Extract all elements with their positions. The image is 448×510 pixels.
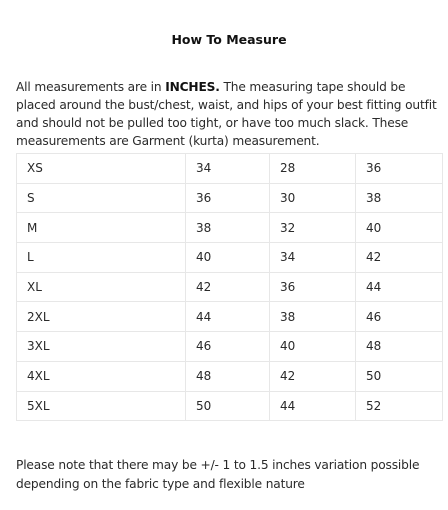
table-row <box>17 243 443 273</box>
size-cell: L <box>17 243 186 273</box>
measure-cell: 50 <box>186 391 270 421</box>
table-row <box>17 332 443 362</box>
intro-paragraph <box>16 78 448 150</box>
table-row <box>17 213 443 243</box>
measure-cell: 40 <box>356 213 443 243</box>
measure-cell: 46 <box>356 302 443 332</box>
measure-cell: 48 <box>356 332 443 362</box>
size-chart-table <box>16 153 443 421</box>
measure-cell: 38 <box>270 302 356 332</box>
measure-cell: 32 <box>270 213 356 243</box>
measure-cell: 36 <box>356 154 443 184</box>
measure-cell: 36 <box>186 183 270 213</box>
measure-cell: 40 <box>270 332 356 362</box>
measure-cell: 42 <box>270 361 356 391</box>
measure-cell: 42 <box>186 272 270 302</box>
intro-lead: All measurements are in <box>16 80 166 94</box>
table-row <box>17 361 443 391</box>
size-cell: XS <box>17 154 186 184</box>
size-cell: M <box>17 213 186 243</box>
size-cell: 5XL <box>17 391 186 421</box>
measure-cell: 40 <box>186 243 270 273</box>
measure-cell: 42 <box>356 243 443 273</box>
table-row <box>17 391 443 421</box>
table-row <box>17 154 443 184</box>
measure-cell: 44 <box>270 391 356 421</box>
table-row <box>17 183 443 213</box>
measure-cell: 48 <box>186 361 270 391</box>
measure-cell: 38 <box>186 213 270 243</box>
measure-cell: 50 <box>356 361 443 391</box>
measure-cell: 44 <box>356 272 443 302</box>
measure-cell: 36 <box>270 272 356 302</box>
size-cell: 4XL <box>17 361 186 391</box>
intro-rest: The measuring tape should be placed around the bust/chest, waist, and hips of your best fitting outfit and should not be pulled too tight, or have too much slack. These measurements are Garment (kurta) measurement. <box>16 80 437 148</box>
size-cell: 3XL <box>17 332 186 362</box>
variation-note: Please note that there may be +/- 1 to 1.5 inches variation possible depending on the fabric type and flexible nature <box>16 458 420 491</box>
page-title: How To Measure <box>171 32 287 47</box>
size-cell: XL <box>17 272 186 302</box>
measure-cell: 38 <box>356 183 443 213</box>
measure-cell: 44 <box>186 302 270 332</box>
measure-cell: 52 <box>356 391 443 421</box>
measure-cell: 34 <box>186 154 270 184</box>
measure-cell: 28 <box>270 154 356 184</box>
measure-cell: 46 <box>186 332 270 362</box>
intro-unit: INCHES. <box>165 80 220 94</box>
size-cell: 2XL <box>17 302 186 332</box>
size-cell: S <box>17 183 186 213</box>
table-row <box>17 272 443 302</box>
measure-cell: 34 <box>270 243 356 273</box>
table-row <box>17 302 443 332</box>
measure-cell: 30 <box>270 183 356 213</box>
